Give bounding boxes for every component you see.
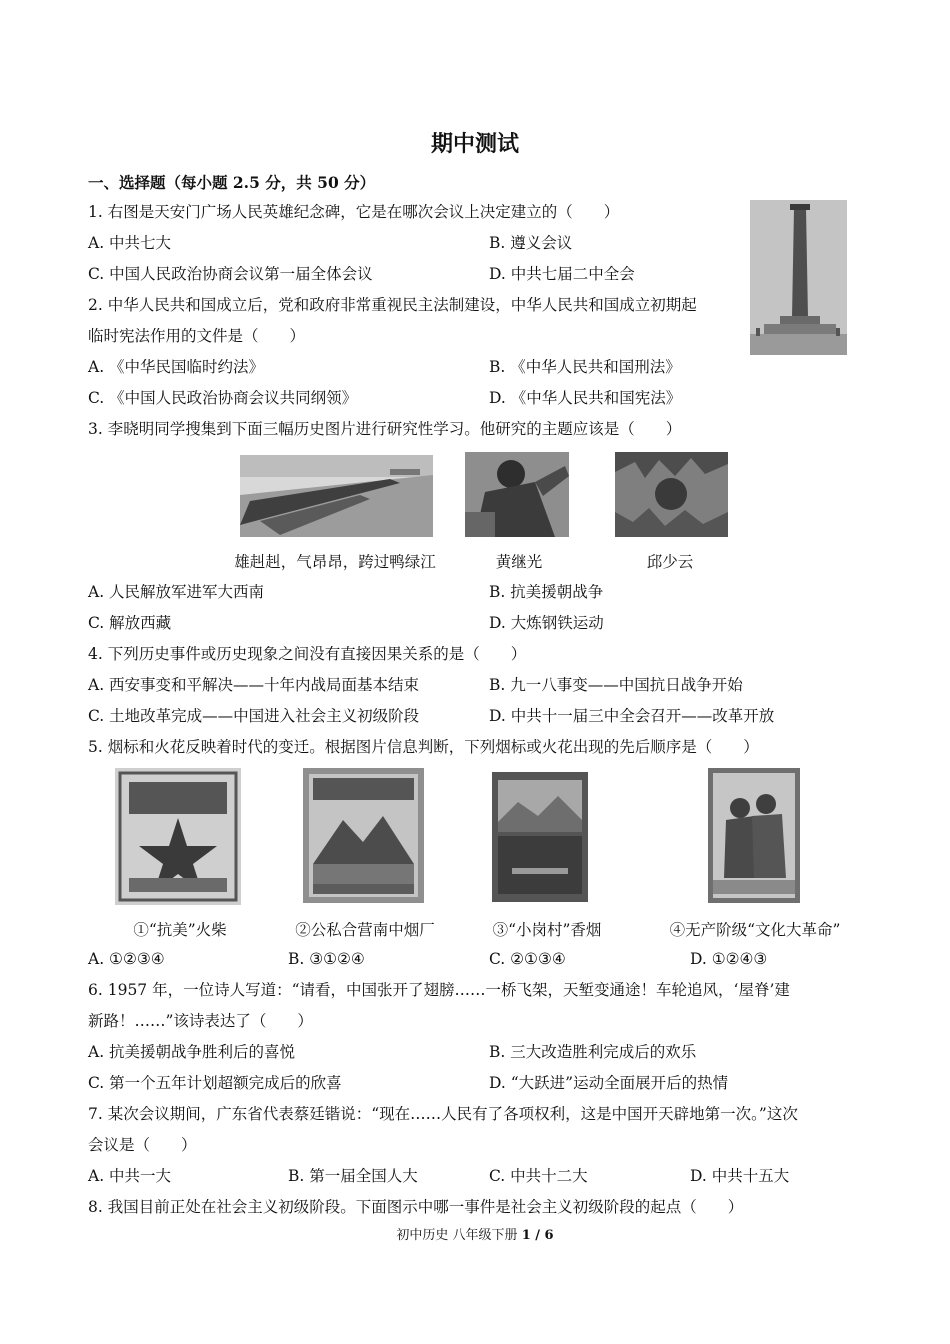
q1-option-a: A. 中共七大	[88, 234, 172, 252]
q3-option-a: A. 人民解放军进军大西南	[88, 583, 265, 601]
q6-option-c: C. 第一个五年计划超额完成后的欣喜	[88, 1074, 342, 1092]
q4-option-b: B. 九一八事变——中国抗日战争开始	[489, 676, 743, 694]
q2-option-b: B. 《中华人民共和国刑法》	[489, 358, 681, 376]
q1-option-b: B. 遵义会议	[489, 234, 573, 252]
q1-option-c: C. 中国人民政治协商会议第一届全体会议	[88, 265, 373, 283]
q3-option-c: C. 解放西藏	[88, 614, 172, 632]
monument-photo	[750, 200, 847, 355]
page-title: 期中测试	[430, 131, 519, 157]
q7-option-b: B. 第一届全国人大	[288, 1167, 418, 1185]
question-3-stem: 3. 李晓明同学搜集到下面三幅历史图片进行研究性学习。他研究的主题应该是（ ）	[88, 420, 682, 438]
q5-caption-2: ②公私合营南中烟厂	[295, 921, 435, 939]
question-2-stem-line2: 临时宪法作用的文件是（ ）	[88, 327, 306, 345]
kangmei-matchbox-label	[115, 768, 241, 905]
q5-option-d: D. ①②④③	[690, 950, 768, 968]
q5-option-c: C. ②①③④	[489, 950, 566, 968]
q2-option-a: A. 《中华民国临时约法》	[88, 358, 265, 376]
xiaogangcun-cigarette-pack	[492, 772, 588, 902]
huang-jiguang-photo	[465, 452, 569, 537]
q6-option-a: A. 抗美援朝战争胜利后的喜悦	[88, 1043, 296, 1061]
yalu-river-crossing-photo	[240, 455, 433, 537]
q5-caption-4: ④无产阶级“文化大革命”	[669, 921, 841, 939]
question-5-stem: 5. 烟标和火花反映着时代的变迁。根据图片信息判断，下列烟标或火花出现的先后顺序是（ ）	[88, 738, 759, 756]
q4-option-a: A. 西安事变和平解决——十年内战局面基本结束	[88, 676, 420, 694]
question-2-stem-line1: 2. 中华人民共和国成立后，党和政府非常重视民主法制建设，中华人民共和国成立初期起	[88, 296, 697, 314]
q7-option-a: A. 中共一大	[88, 1167, 172, 1185]
q3-caption-1: 雄赳赳，气昂昂，跨过鸭绿江	[234, 553, 436, 571]
q1-option-d: D. 中共七届二中全会	[489, 265, 635, 283]
question-7-stem-line2: 会议是（ ）	[88, 1136, 197, 1154]
q5-option-b: B. ③①②④	[288, 950, 365, 968]
question-6-stem-line1: 6. 1957 年，一位诗人写道：“请看，中国张开了翅膀……一桥飞架，天堑变通途！车轮追风，‘屋脊’建	[88, 981, 790, 999]
q6-option-b: B. 三大改造胜利完成后的欢乐	[489, 1043, 697, 1061]
q5-caption-3: ③“小岗村”香烟	[492, 921, 602, 939]
q3-caption-3: 邱少云	[646, 553, 694, 571]
question-6-stem-line2: 新路！……”该诗表达了（ ）	[88, 1012, 313, 1030]
q6-option-d: D. “大跃进”运动全面展开后的热情	[489, 1074, 729, 1092]
gongsi-heying-cigarette-label	[303, 768, 424, 903]
q7-option-d: D. 中共十五大	[690, 1167, 790, 1185]
q3-caption-2: 黄继光	[495, 553, 543, 571]
footer-text: 初中历史 八年级下册	[396, 1228, 518, 1243]
page-footer	[0, 1224, 950, 1243]
qiu-shaoyun-photo	[615, 452, 728, 537]
q4-option-c: C. 土地改革完成——中国进入社会主义初级阶段	[88, 707, 420, 725]
q5-option-a: A. ①②③④	[88, 950, 165, 968]
question-8-stem: 8. 我国目前正处在社会主义初级阶段。下面图示中哪一事件是社会主义初级阶段的起点（ ）	[88, 1198, 744, 1216]
cultural-revolution-matchbox	[708, 768, 800, 903]
q2-option-d: D. 《中华人民共和国宪法》	[489, 389, 682, 407]
q7-option-c: C. 中共十二大	[489, 1167, 588, 1185]
q2-option-c: C. 《中国人民政治协商会议共同纲领》	[88, 389, 358, 407]
q3-option-b: B. 抗美援朝战争	[489, 583, 604, 601]
q5-caption-1: ①“抗美”火柴	[133, 921, 227, 939]
q3-option-d: D. 大炼钢铁运动	[489, 614, 604, 632]
section-heading: 一、选择题（每小题 2.5 分，共 50 分）	[88, 173, 376, 192]
page-number: 1 / 6	[521, 1228, 554, 1243]
question-1-stem: 1. 右图是天安门广场人民英雄纪念碑，它是在哪次会议上决定建立的（ ）	[88, 203, 620, 221]
question-7-stem-line1: 7. 某次会议期间，广东省代表蔡廷锴说：“现在……人民有了各项权利，这是中国开天辟地第一次。”这次	[88, 1105, 798, 1123]
q4-option-d: D. 中共十一届三中全会召开——改革开放	[489, 707, 775, 725]
question-4-stem: 4. 下列历史事件或历史现象之间没有直接因果关系的是（ ）	[88, 645, 527, 663]
